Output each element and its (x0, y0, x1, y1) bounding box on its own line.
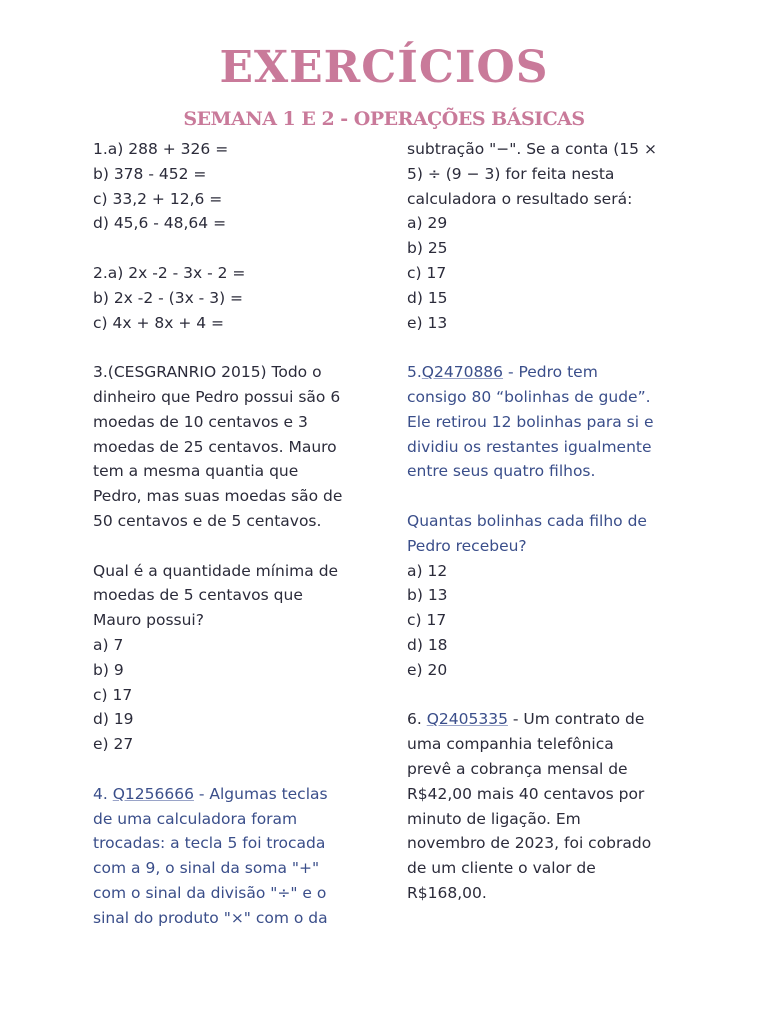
question-1 (93, 137, 368, 236)
question-line: Qual é a quantidade mínima de (93, 561, 339, 580)
question-line: calculadora o resultado será: (407, 189, 633, 208)
left-column (93, 137, 368, 931)
page-title: EXERCÍCIOS (219, 42, 549, 93)
question-text: - Pedro tem (503, 363, 598, 382)
question-number: 4. (93, 784, 113, 803)
question-line: 5) ÷ (9 − 3) for feita nesta (407, 164, 615, 183)
question-line: moedas de 25 centavos. Mauro (93, 437, 337, 456)
answer-option: b) 9 (93, 660, 124, 679)
question-line (93, 782, 368, 807)
question-line: entre seus quatro filhos. (407, 462, 596, 481)
question-line: c) 33,2 + 12,6 = (93, 189, 223, 208)
question-line: de uma calculadora foram (93, 809, 298, 828)
answer-option: c) 17 (407, 263, 447, 282)
question-line: moedas de 5 centavos que (93, 586, 303, 605)
question-line: tem a mesma quantia que (93, 462, 299, 481)
question-line: R$42,00 mais 40 centavos por (407, 784, 645, 803)
question-line: dividiu os restantes igualmente (407, 437, 652, 456)
question-line: sinal do produto "×" com o da (93, 908, 328, 927)
answer-option: e) 27 (93, 735, 134, 754)
question-text: - Um contrato de (507, 710, 645, 729)
question-line: minuto de ligação. Em (407, 809, 581, 828)
question-code: Q1256666 (112, 784, 194, 803)
answer-option: e) 13 (407, 313, 448, 332)
question-line: b) 2x -2 - (3x - 3) = (93, 288, 244, 307)
answer-option: c) 17 (93, 685, 133, 704)
question-line: Pedro, mas suas moedas são de (93, 487, 343, 506)
answer-option: e) 20 (407, 660, 448, 679)
question-text: - Algumas teclas (193, 784, 328, 803)
question-line: 1.a) 288 + 326 = (93, 140, 229, 158)
answer-option: b) 13 (407, 586, 448, 605)
question-line: com o sinal da divisão "÷" e o (93, 883, 327, 902)
question-4 (93, 782, 368, 931)
question-line: Ele retirou 12 bolinhas para si e (407, 412, 654, 431)
answer-option: d) 18 (407, 635, 448, 654)
question-5 (407, 360, 682, 682)
answer-option: b) 25 (407, 239, 448, 258)
question-code: Q2405335 (426, 710, 508, 729)
question-line: com a 9, o sinal da soma "+" (93, 859, 320, 878)
question-3 (93, 360, 368, 757)
question-line (407, 707, 682, 732)
question-line: 2.a) 2x -2 - 3x - 2 = (93, 263, 246, 282)
question-number: 5. (407, 363, 422, 382)
question-line: 3.(CESGRANRIO 2015) Todo o (93, 363, 322, 382)
answer-option: c) 17 (407, 611, 447, 630)
question-line: trocadas: a tecla 5 foi trocada (93, 834, 326, 853)
answer-option: a) 12 (407, 561, 448, 580)
question-line: d) 45,6 - 48,64 = (93, 214, 227, 233)
right-column (407, 137, 682, 906)
question-line (407, 360, 682, 385)
question-line: 50 centavos e de 5 centavos. (93, 511, 322, 530)
question-line: uma companhia telefônica (407, 735, 614, 754)
answer-option: a) 7 (93, 635, 124, 654)
question-line: novembro de 2023, foi cobrado (407, 834, 652, 853)
question-line: R$168,00. (407, 883, 487, 902)
answer-option: a) 29 (407, 214, 448, 233)
answer-option: d) 19 (93, 710, 134, 729)
question-line: c) 4x + 8x + 4 = (93, 313, 225, 332)
question-line: dinheiro que Pedro possui são 6 (93, 387, 341, 406)
page-subtitle: SEMANA 1 E 2 - OPERAÇÕES BÁSICAS (183, 108, 585, 130)
question-line: subtração "−". Se a conta (15 × (407, 140, 657, 158)
question-line: moedas de 10 centavos e 3 (93, 412, 308, 431)
question-2 (93, 261, 368, 335)
answer-option: d) 15 (407, 288, 448, 307)
question-line: prevê a cobrança mensal de (407, 759, 628, 778)
question-line: de um cliente o valor de (407, 859, 596, 878)
question-code: Q2470886 (421, 363, 504, 382)
question-line: Pedro recebeu? (407, 536, 527, 555)
question-6 (407, 707, 682, 905)
question-line: b) 378 - 452 = (93, 164, 207, 183)
question-number: 6. (407, 710, 427, 729)
question-line: Mauro possui? (93, 611, 204, 630)
question-line: Quantas bolinhas cada filho de (407, 511, 647, 530)
question-line: consigo 80 “bolinhas de gude”. (407, 387, 651, 406)
question-4-continued (407, 137, 682, 335)
